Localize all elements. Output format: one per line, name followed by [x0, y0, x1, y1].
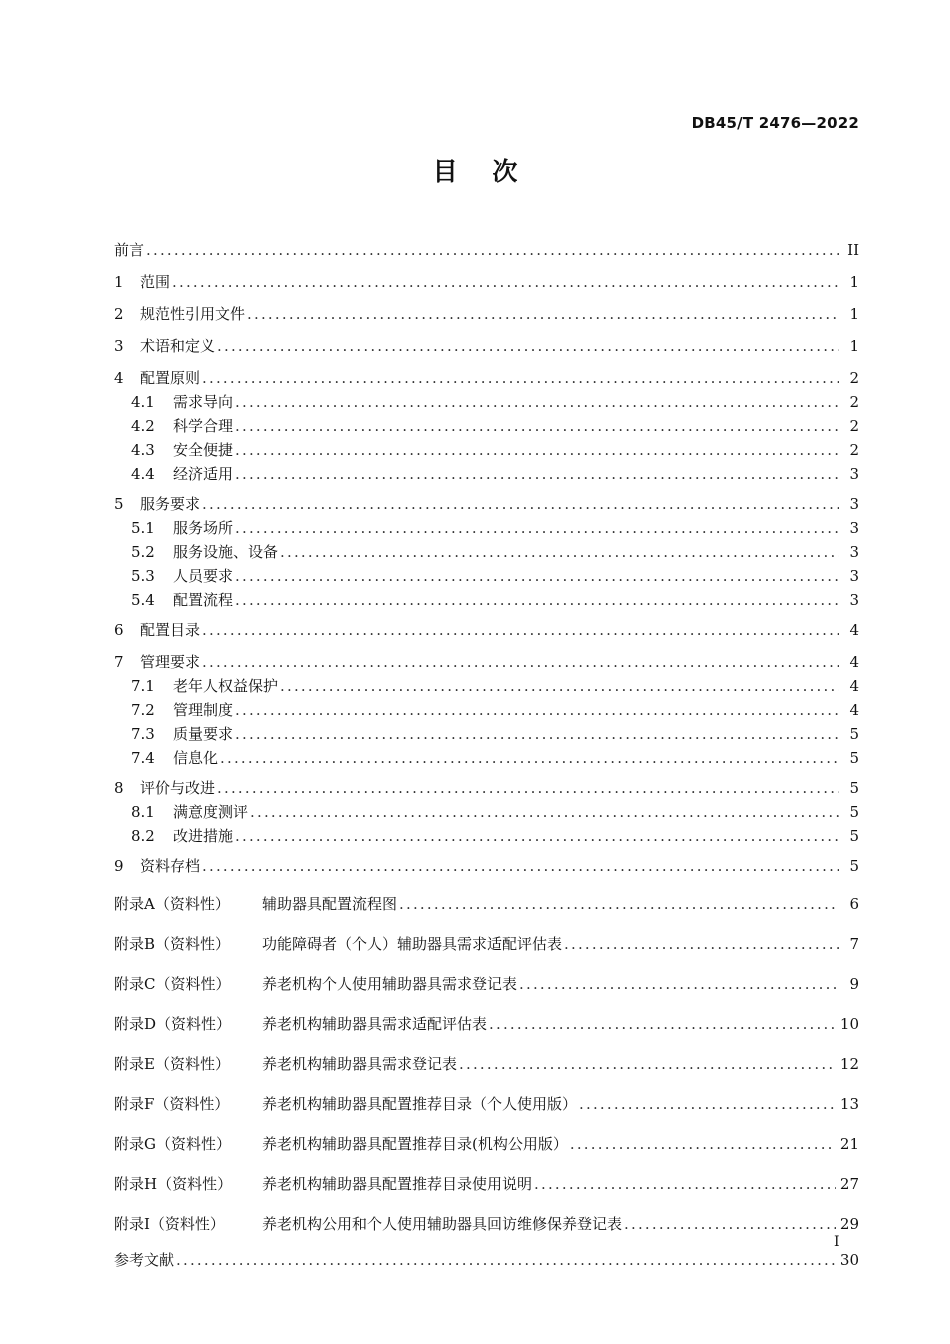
toc-entry-title [114, 1048, 459, 1080]
toc-entry-label: 改进措施 [173, 827, 234, 845]
toc-entry-title [114, 438, 235, 462]
toc-entry[interactable] [114, 540, 859, 564]
toc-entry-page: 29 [836, 1208, 859, 1240]
toc-entry-page: 4 [839, 650, 859, 674]
toc-entry-page: 1 [839, 334, 859, 358]
toc-leader-dots [489, 1008, 836, 1040]
toc-leader-dots [399, 888, 839, 920]
toc-entry-label: 规范性引用文件 [140, 305, 246, 323]
toc-entry-page: 5 [839, 746, 859, 770]
toc-leader-dots [235, 698, 839, 722]
toc-entry-page: 4 [839, 674, 859, 698]
toc-entry-number: 1 [114, 273, 124, 291]
toc-entry-title [114, 390, 235, 414]
toc-leader-dots [235, 564, 839, 588]
toc-entry-label: 人员要求 [173, 567, 234, 585]
toc-entry-label: 术语和定义 [140, 337, 216, 355]
toc-leader-dots [235, 462, 839, 486]
toc-leader-dots [459, 1048, 836, 1080]
toc-entry-label: 范围 [140, 273, 171, 291]
toc-entry-label: 前言 [114, 241, 145, 259]
toc-entry-title [114, 1248, 176, 1272]
toc-entry-title [114, 366, 202, 390]
toc-entry-title [114, 540, 280, 564]
toc-entry[interactable] [114, 1008, 859, 1040]
toc-leader-dots [235, 824, 839, 848]
toc-entry-title [114, 776, 217, 800]
toc-entry-title [114, 928, 564, 960]
toc-entry[interactable] [114, 516, 859, 540]
toc-entry[interactable] [114, 722, 859, 746]
toc-leader-dots [579, 1088, 836, 1120]
toc-entry-title [114, 650, 202, 674]
toc-entry-label: 质量要求 [173, 725, 234, 743]
toc-entry-label: 养老机构辅助器具需求登记表 [262, 1055, 458, 1073]
toc-entry-page: 1 [839, 270, 859, 294]
toc-entry-number: 5.3 [131, 567, 155, 585]
toc-entry-page: II [839, 238, 859, 262]
toc-entry-page: 5 [839, 824, 859, 848]
toc-entry-label: 配置流程 [173, 591, 234, 609]
toc-entry-page: 2 [839, 390, 859, 414]
toc-entry-number: 7.3 [131, 725, 155, 743]
toc-entry-label: 满意度测评 [173, 803, 249, 821]
toc-entry-page: 4 [839, 618, 859, 642]
toc-entry-label: 养老机构个人使用辅助器具需求登记表 [262, 975, 518, 993]
toc-entry-page: 3 [839, 540, 859, 564]
toc-entry-page: 3 [839, 588, 859, 612]
toc-entry[interactable] [114, 618, 859, 642]
toc-leader-dots [280, 540, 839, 564]
toc-leader-dots [235, 438, 839, 462]
toc-entry-number: 4.3 [131, 441, 155, 459]
toc-entry-title [114, 1088, 579, 1120]
toc-entry-label: 配置目录 [140, 621, 201, 639]
toc-entry-label: 经济适用 [173, 465, 234, 483]
toc-entry-title [114, 492, 202, 516]
toc-entry-number: 8.1 [131, 803, 155, 821]
toc-entry-number: 6 [114, 621, 124, 639]
toc-leader-dots [176, 1248, 836, 1272]
toc-entry-page: 5 [839, 854, 859, 878]
toc-entry-label: 养老机构辅助器具配置推荐目录使用说明 [262, 1175, 533, 1193]
toc-leader-dots [235, 722, 839, 746]
toc-entry[interactable] [114, 492, 859, 516]
toc-entry-title [114, 824, 235, 848]
toc-entry-number: 4.1 [131, 393, 155, 411]
toc-leader-dots [250, 800, 839, 824]
toc-leader-dots [146, 238, 839, 262]
toc-leader-dots [280, 674, 839, 698]
toc-leader-dots [217, 776, 839, 800]
toc-leader-dots [235, 588, 839, 612]
toc-entry-title [114, 238, 146, 262]
toc-entry-page: 5 [839, 800, 859, 824]
toc-entry[interactable] [114, 302, 859, 326]
toc-entry-label: 服务设施、设备 [173, 543, 279, 561]
toc-entry-title [114, 334, 217, 358]
toc-entry[interactable] [114, 390, 859, 414]
toc-entry-page: 21 [836, 1128, 859, 1160]
toc-entry-number: 附录A（资料性） [114, 895, 230, 913]
toc-leader-dots [202, 492, 839, 516]
toc-entry[interactable] [114, 414, 859, 438]
toc-entry-label: 需求导向 [173, 393, 234, 411]
toc-entry-label: 科学合理 [173, 417, 234, 435]
toc-entry-label: 养老机构辅助器具需求适配评估表 [262, 1015, 488, 1033]
toc-entry[interactable] [114, 650, 859, 674]
toc-entry-title [114, 1168, 534, 1200]
toc-entry-title [114, 854, 202, 878]
toc-entry[interactable] [114, 746, 859, 770]
toc-leader-dots [235, 390, 839, 414]
toc-entry-label: 养老机构辅助器具配置推荐目录(机构公用版） [262, 1135, 568, 1153]
toc-entry-number: 7.2 [131, 701, 155, 719]
toc-entry[interactable] [114, 462, 859, 486]
toc-leader-dots [624, 1208, 836, 1240]
toc-entry[interactable] [114, 854, 859, 878]
toc-entry-label: 参考文献 [114, 1251, 175, 1269]
toc-entry-title [114, 588, 235, 612]
toc-entry-label: 资料存档 [140, 857, 201, 875]
toc-leader-dots [202, 854, 839, 878]
toc-entry[interactable] [114, 1088, 859, 1120]
toc-entry-page: 30 [836, 1248, 859, 1272]
toc-entry[interactable] [114, 1128, 859, 1160]
toc-leader-dots [247, 302, 839, 326]
toc-entry-page: 1 [839, 302, 859, 326]
toc-entry-page: 3 [839, 516, 859, 540]
toc-entry-number: 3 [114, 337, 124, 355]
toc-entry[interactable] [114, 438, 859, 462]
toc-entry-title [114, 746, 220, 770]
toc-entry-number: 4.4 [131, 465, 155, 483]
toc-entry-title [114, 800, 250, 824]
toc-entry-title [114, 618, 202, 642]
toc-entry-page: 27 [836, 1168, 859, 1200]
toc-entry[interactable] [114, 968, 859, 1000]
toc-entry[interactable] [114, 1168, 859, 1200]
page-title: 目 次 [432, 157, 518, 186]
toc-entry-number: 附录G（资料性） [114, 1135, 231, 1153]
toc-entry-page: 12 [836, 1048, 859, 1080]
toc-entry-number: 附录F（资料性） [114, 1095, 230, 1113]
toc-entry-number: 5.2 [131, 543, 155, 561]
toc-entry-page: 7 [839, 928, 859, 960]
toc-entry-number: 5.1 [131, 519, 155, 537]
toc-entry[interactable] [114, 800, 859, 824]
toc-entry-title [114, 414, 235, 438]
toc-entry-number: 8 [114, 779, 124, 797]
toc-leader-dots [217, 334, 839, 358]
toc-entry-label: 配置原则 [140, 369, 201, 387]
toc-entry-page: 2 [839, 366, 859, 390]
toc-entry-label: 信息化 [173, 749, 219, 767]
page-number: I [834, 1234, 840, 1250]
toc-entry-label: 服务场所 [173, 519, 234, 537]
toc-entry-page: 3 [839, 462, 859, 486]
toc-entry-number: 附录D（资料性） [114, 1015, 232, 1033]
toc-leader-dots [202, 618, 839, 642]
toc-entry-number: 7.1 [131, 677, 155, 695]
toc-leader-dots [202, 650, 839, 674]
toc-entry-label: 评价与改进 [140, 779, 216, 797]
toc-entry[interactable] [114, 270, 859, 294]
toc-entry-number: 5.4 [131, 591, 155, 609]
toc-entry[interactable] [114, 1208, 859, 1240]
toc-entry-number: 4.2 [131, 417, 155, 435]
toc-entry-page: 13 [836, 1088, 859, 1120]
toc-entry-page: 4 [839, 698, 859, 722]
toc-entry-title [114, 564, 235, 588]
toc-entry-page: 5 [839, 776, 859, 800]
toc-entry-title [114, 888, 399, 920]
toc-entry-number: 附录C（资料性） [114, 975, 231, 993]
toc-entry-label: 安全便捷 [173, 441, 234, 459]
toc-entry[interactable] [114, 366, 859, 390]
toc-leader-dots [519, 968, 839, 1000]
toc-entry-title [114, 722, 235, 746]
toc-leader-dots [172, 270, 839, 294]
toc-entry-page: 3 [839, 492, 859, 516]
toc-entry[interactable] [114, 564, 859, 588]
toc-entry[interactable] [114, 888, 859, 920]
toc-entry-label: 辅助器具配置流程图 [262, 895, 398, 913]
toc-entry-title [114, 1128, 570, 1160]
toc-entry-page: 6 [839, 888, 859, 920]
toc-entry-title [114, 1008, 489, 1040]
toc-entry-title [114, 674, 280, 698]
toc-entry-title [114, 698, 235, 722]
toc-entry[interactable] [114, 238, 859, 262]
toc-leader-dots [202, 366, 839, 390]
toc-entry-title [114, 1208, 624, 1240]
toc-entry[interactable] [114, 698, 859, 722]
toc-leader-dots [570, 1128, 836, 1160]
toc-entry-title [114, 462, 235, 486]
toc-entry-number: 2 [114, 305, 124, 323]
toc-entry-page: 3 [839, 564, 859, 588]
table-of-contents [114, 238, 859, 1272]
toc-entry[interactable] [114, 1048, 859, 1080]
toc-entry-number: 附录H（资料性） [114, 1175, 233, 1193]
toc-entry-page: 10 [836, 1008, 859, 1040]
toc-leader-dots [220, 746, 839, 770]
toc-entry-page: 2 [839, 414, 859, 438]
toc-entry-number: 附录I（资料性） [114, 1215, 225, 1233]
toc-leader-dots [564, 928, 839, 960]
toc-entry[interactable] [114, 674, 859, 698]
toc-entry-number: 8.2 [131, 827, 155, 845]
toc-entry-page: 5 [839, 722, 859, 746]
toc-entry-number: 9 [114, 857, 124, 875]
toc-entry-label: 养老机构辅助器具配置推荐目录（个人使用版） [262, 1095, 578, 1113]
toc-entry-title [114, 270, 172, 294]
toc-entry[interactable] [114, 588, 859, 612]
toc-entry-title [114, 968, 519, 1000]
toc-entry[interactable] [114, 776, 859, 800]
document-code: DB45/T 2476—2022 [691, 114, 859, 132]
toc-entry-number: 5 [114, 495, 124, 513]
toc-leader-dots [235, 414, 839, 438]
toc-entry-number: 7 [114, 653, 124, 671]
toc-entry-label: 功能障碍者（个人）辅助器具需求适配评估表 [262, 935, 563, 953]
toc-entry-page: 9 [839, 968, 859, 1000]
toc-entry-title [114, 302, 247, 326]
toc-entry-number: 7.4 [131, 749, 155, 767]
toc-entry-title [114, 516, 235, 540]
toc-entry[interactable] [114, 334, 859, 358]
toc-entry[interactable] [114, 928, 859, 960]
toc-entry-label: 服务要求 [140, 495, 201, 513]
toc-entry-page: 2 [839, 438, 859, 462]
toc-leader-dots [534, 1168, 836, 1200]
toc-entry-label: 老年人权益保护 [173, 677, 279, 695]
toc-entry-label: 管理要求 [140, 653, 201, 671]
toc-leader-dots [235, 516, 839, 540]
toc-entry-number: 4 [114, 369, 124, 387]
toc-entry-label: 养老机构公用和个人使用辅助器具回访维修保养登记表 [262, 1215, 623, 1233]
toc-entry-number: 附录E（资料性） [114, 1055, 230, 1073]
toc-entry-label: 管理制度 [173, 701, 234, 719]
toc-entry[interactable] [114, 1248, 859, 1272]
toc-entry[interactable] [114, 824, 859, 848]
toc-entry-number: 附录B（资料性） [114, 935, 231, 953]
